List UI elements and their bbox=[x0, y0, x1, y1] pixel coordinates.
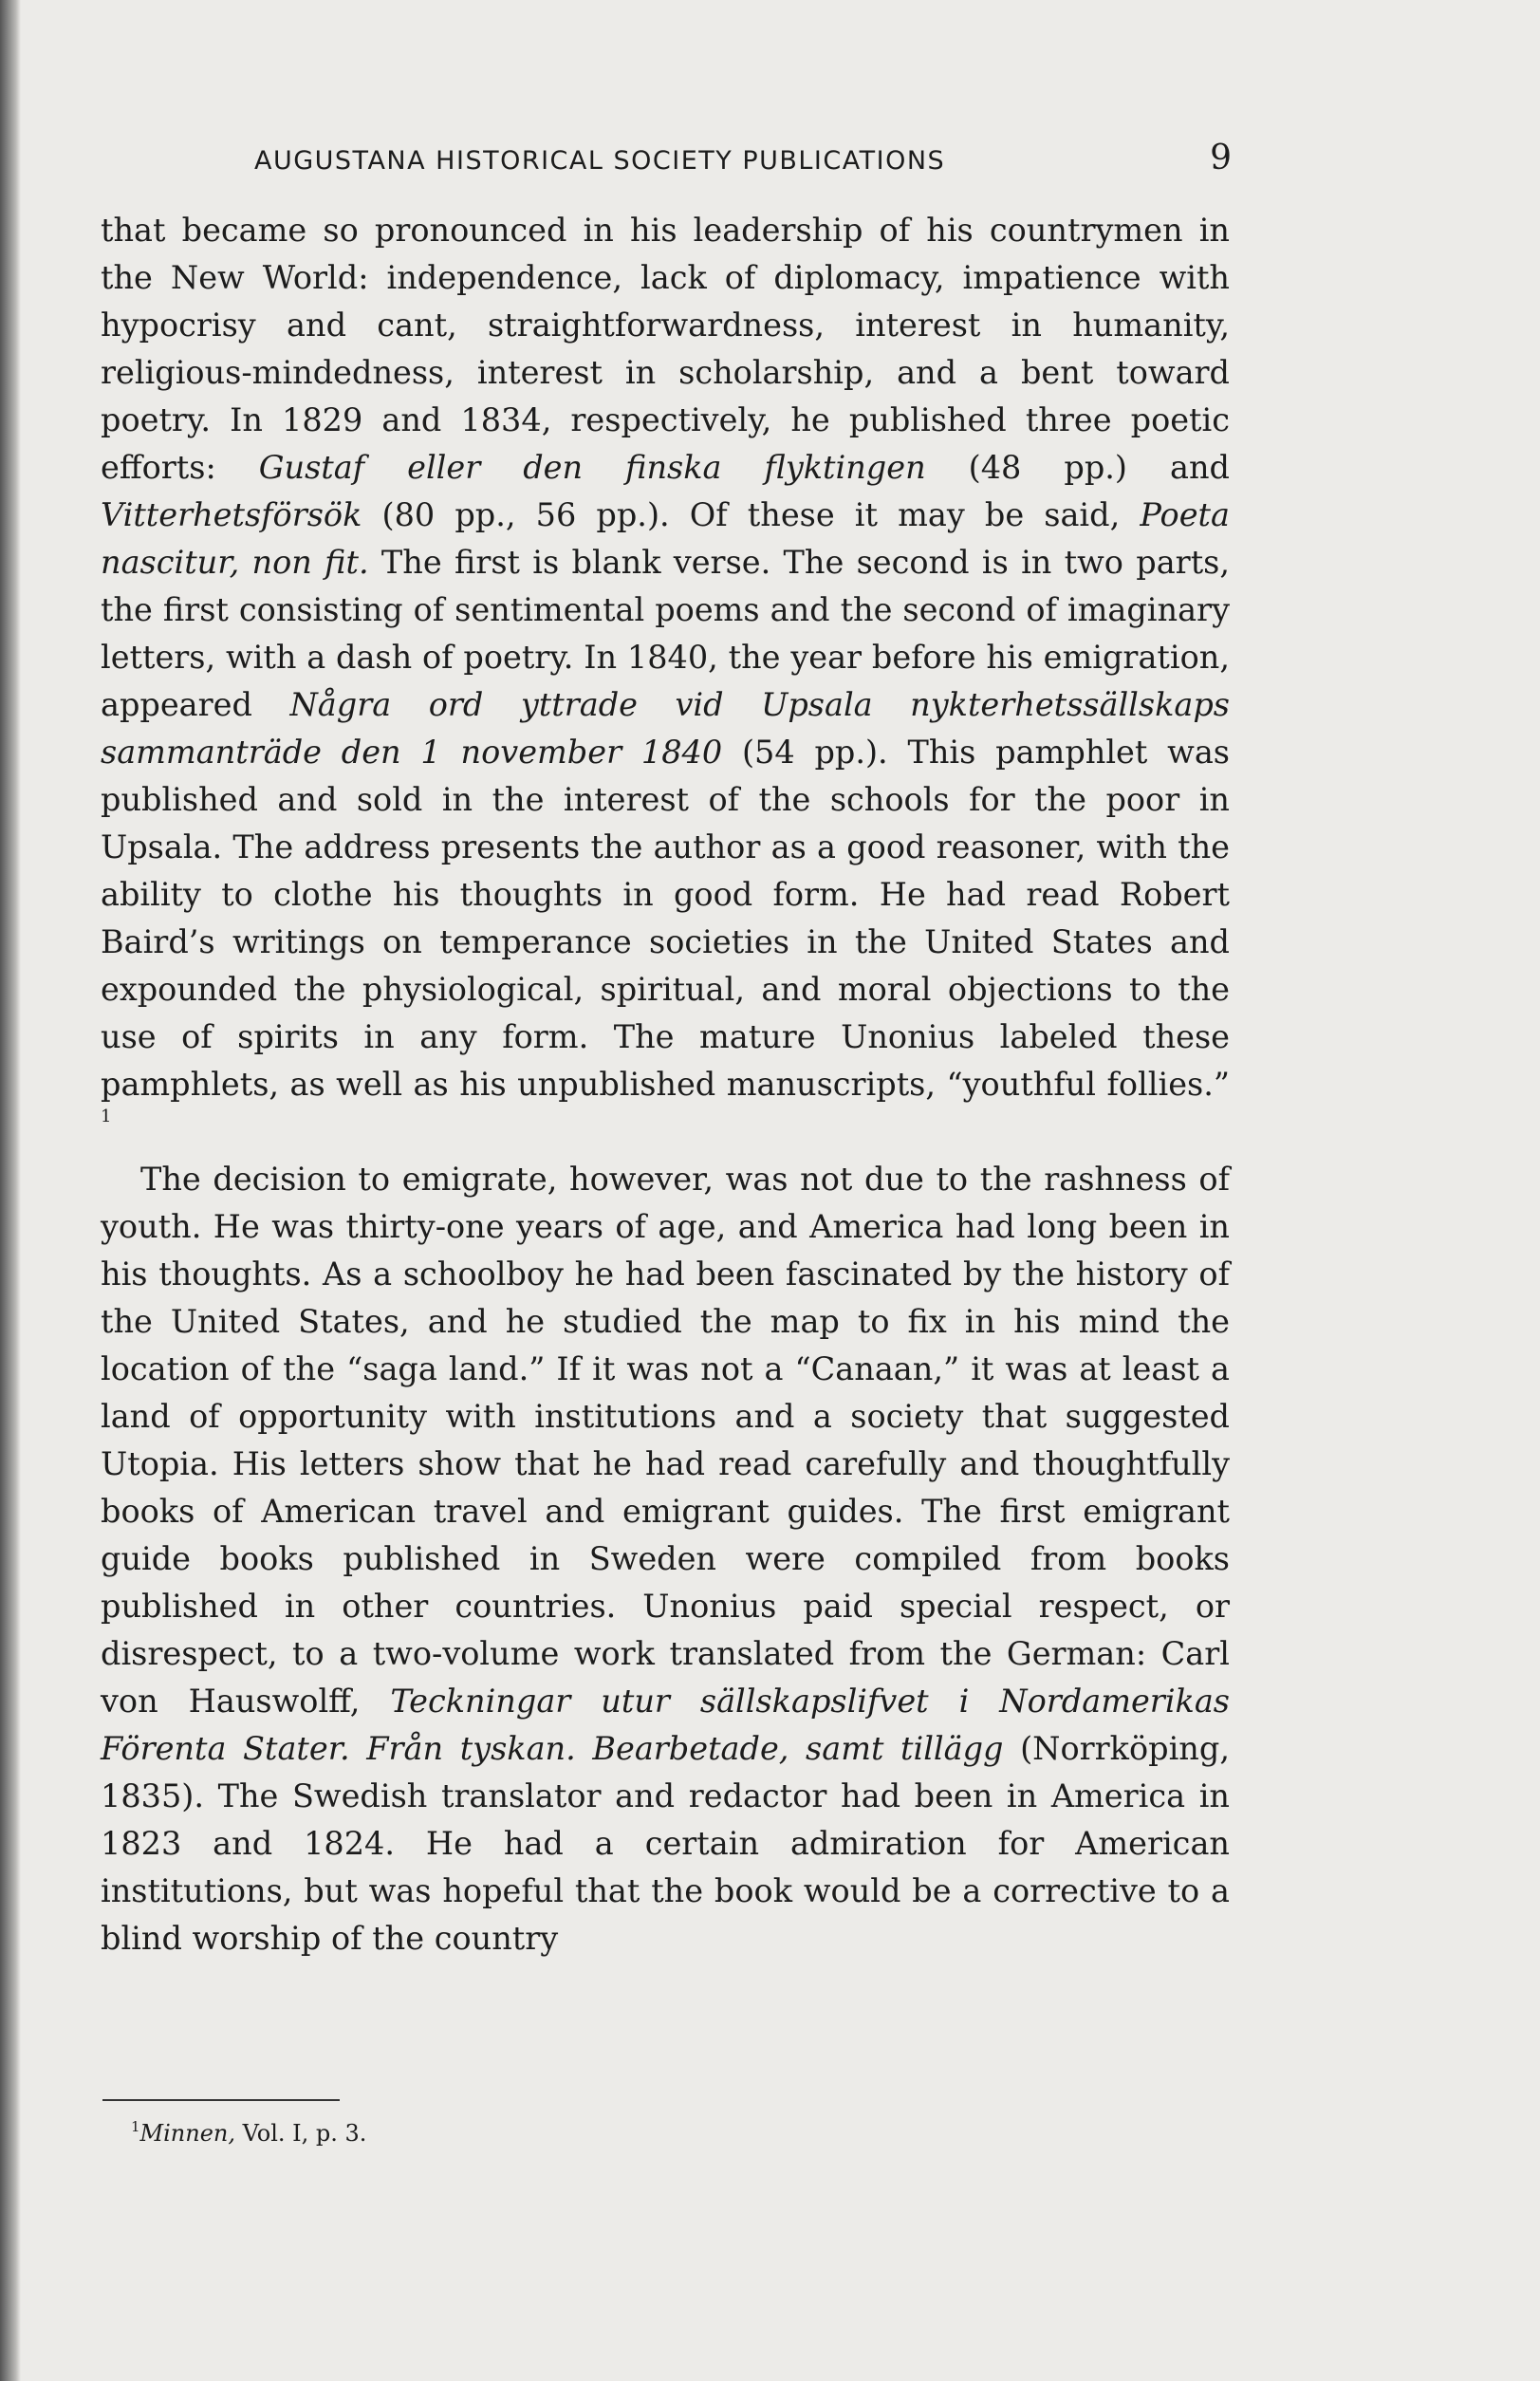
footnote-reference: Vol. I, p. 3. bbox=[235, 2120, 367, 2147]
book-spine-shadow bbox=[0, 0, 21, 2381]
footnote-ref-marker: 1 bbox=[101, 1107, 112, 1126]
text-run: (80 pp., 56 pp.). Of these it may be said, bbox=[362, 496, 1141, 533]
body-text bbox=[101, 207, 1230, 1962]
italic-title: Gustaf eller den finska flyktingen bbox=[258, 449, 926, 486]
italic-title: Några ord yttrade vid Upsala nykterhetssällskaps sammanträde den 1 november 1840 bbox=[101, 686, 1230, 771]
text-run: The decision to emigrate, however, was not due to the rashness of youth. He was thirty-one years of age, and America had long been in his thoughts. As a schoolboy he had been fascinated by the history of the United States, and he studied the map to fix in his mind the location of the “saga land.” If it was not a “Canaan,” it was at least a land of opportunity with institutions and a society that suggested Utopia. His letters show that he had read carefully and thoughtfully books of American travel and emigrant guides. The first emigrant guide books published in Sweden were compiled from books published in other countries. Unonius paid special respect, or disrespect, to a two-volume work translated from the German: Carl von Hauswolff, bbox=[101, 1161, 1230, 1720]
text-run: that became so pronounced in his leadership of his countrymen in the New World: independence, lack of diplomacy, impatience with hypocrisy and cant, straightforwardness, interest in humanity, religious-mindedness, interest in scholarship, and a bent toward poetry. In 1829 and 1834, respectively, he published three poetic efforts: bbox=[101, 212, 1230, 486]
italic-title: Teckningar utur sällskapslifvet i Nordamerikas Förenta Stater. Från tyskan. Bearbetade, samt tillägg bbox=[101, 1683, 1230, 1767]
running-head: AUGUSTANA HISTORICAL SOCIETY PUBLICATIONS bbox=[254, 146, 946, 176]
page-number: 9 bbox=[1210, 139, 1232, 177]
paragraph bbox=[101, 207, 1230, 1156]
footnote-marker: 1 bbox=[131, 2118, 140, 2135]
footnote bbox=[131, 2120, 366, 2147]
paragraph bbox=[101, 1156, 1230, 1962]
italic-title: Poeta nascitur, non fit. bbox=[101, 496, 1230, 581]
text-run: The first is blank verse. The second is in two parts, the first consisting of sentimental poems and the second of imaginary letters, with a dash of poetry. In 1840, the year before his emigration, appeared bbox=[101, 544, 1230, 723]
footnote-rule bbox=[102, 2099, 340, 2101]
text-run: (48 pp.) and bbox=[925, 449, 1230, 486]
page-header bbox=[254, 139, 1232, 177]
footnote-source: Minnen, bbox=[139, 2120, 235, 2147]
italic-title: Vitterhetsförsök bbox=[101, 496, 362, 533]
text-run: (54 pp.). This pamphlet was published and sold in the interest of the schools for the poor in Upsala. The address presents the author as a good reasoner, with the ability to clothe his thoughts in good form. He had read Robert Baird’s writings on temperance societies in the United States and expounded the physiological, spiritual, and moral objections to the use of spirits in any form. The mature Unonius labeled these pamphlets, as well as his unpublished manuscripts, “youthful follies.” bbox=[101, 734, 1230, 1103]
text-run: (Norrköping, 1835). The Swedish translator and redactor had been in America in 1823 and 1824. He had a certain admiration for American institutions, but was hopeful that the book would be a corrective to a blind worship of the country bbox=[101, 1730, 1230, 1957]
